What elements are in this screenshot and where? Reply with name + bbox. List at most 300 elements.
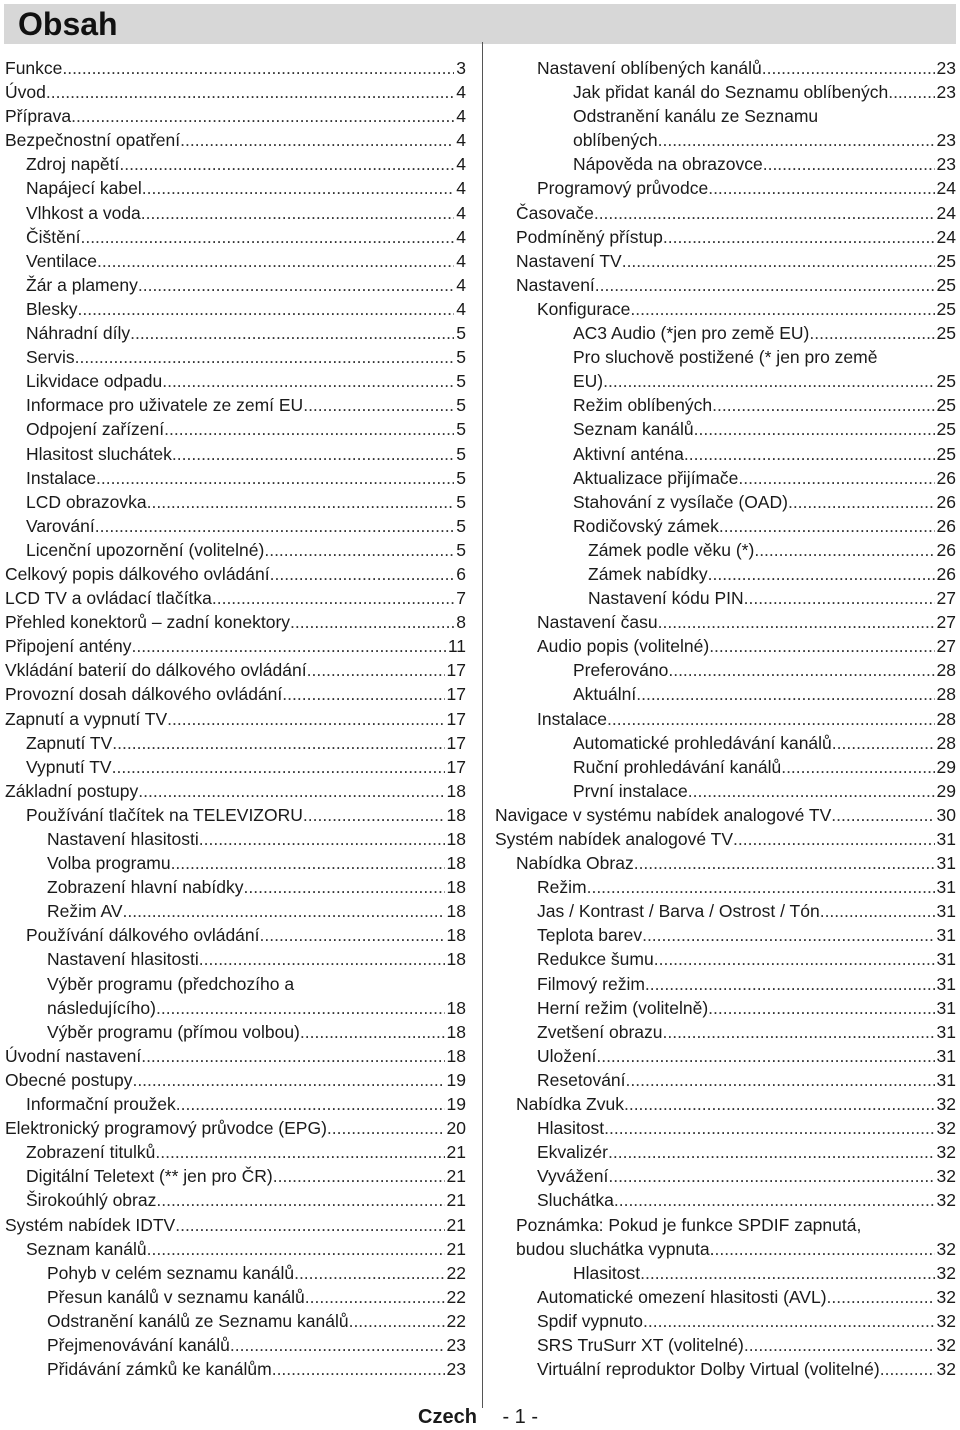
toc-entry[interactable] — [5, 393, 466, 417]
toc-entry[interactable] — [5, 947, 466, 971]
toc-entry[interactable] — [495, 1068, 956, 1092]
toc-entry[interactable] — [5, 56, 466, 80]
toc-entry-title: Automatické prohledávání kanálů — [573, 732, 832, 753]
toc-entry-page: 17 — [446, 684, 466, 705]
toc-entry[interactable] — [495, 538, 956, 562]
toc-entry-page: 26 — [936, 467, 956, 488]
toc-entry[interactable] — [495, 1261, 956, 1285]
toc-entry-page: 25 — [936, 371, 956, 392]
toc-leader-dots — [300, 1020, 445, 1044]
toc-leader-dots — [662, 1020, 934, 1044]
toc-entry[interactable] — [495, 273, 956, 297]
toc-entry-page: 23 — [446, 1334, 466, 1355]
toc-entry[interactable] — [495, 128, 956, 152]
toc-entry-title: následujícího) — [47, 997, 156, 1018]
toc-leader-dots — [634, 851, 935, 875]
toc-entry-title: Audio popis (volitelné) — [537, 636, 710, 657]
toc-entry[interactable] — [5, 875, 466, 899]
toc-leader-dots — [645, 972, 935, 996]
toc-entry-page: 23 — [936, 58, 956, 78]
toc-entry[interactable] — [495, 1140, 956, 1164]
toc-entry[interactable] — [5, 1357, 466, 1381]
toc-entry-title: Režim oblíbených — [573, 395, 713, 416]
toc-entry[interactable] — [495, 707, 956, 731]
toc-entry[interactable] — [5, 1333, 466, 1357]
toc-entry-title: Napájecí kabel — [26, 178, 142, 199]
toc-entry-title: Ventilace — [26, 250, 98, 271]
toc-entry-page: 4 — [456, 202, 466, 223]
toc-entry-title: Odstranění kanálů ze Seznamu kanálů — [47, 1310, 349, 1331]
toc-entry-title: Žár a plameny — [26, 274, 138, 295]
toc-entry[interactable] — [495, 875, 956, 899]
toc-entry-title: Seznam kanálů — [26, 1238, 147, 1259]
toc-entry-page: 4 — [456, 274, 466, 295]
toc-leader-dots — [96, 466, 454, 490]
toc-leader-dots — [668, 658, 934, 682]
toc-entry-title: Programový průvodce — [537, 178, 709, 199]
toc-leader-dots — [684, 442, 935, 466]
toc-entry-page: 23 — [936, 130, 956, 151]
toc-entry-title: Instalace — [26, 467, 97, 488]
toc-entry[interactable] — [5, 634, 466, 658]
toc-entry-page: 18 — [446, 877, 466, 898]
toc-entry-title: Zobrazení titulků — [26, 1142, 156, 1163]
toc-entry-title: Nabídka Obraz — [516, 853, 634, 874]
toc-entry-title: LCD obrazovka — [26, 491, 147, 512]
toc-entry-title: Filmový režim — [537, 973, 645, 994]
toc-entry[interactable] — [495, 1213, 956, 1237]
toc-entry-title: Bezpečnostní opatření — [5, 130, 181, 151]
toc-entry-title: Odstranění kanálu ze Seznamu — [573, 106, 819, 127]
toc-leader-dots — [832, 731, 935, 755]
toc-entry-title: Preferováno — [573, 660, 669, 681]
toc-leader-dots — [594, 201, 935, 225]
toc-entry[interactable] — [495, 947, 956, 971]
toc-entry-title: Nastavení oblíbených kanálů — [537, 58, 762, 78]
toc-entry-title: Jak přidat kanál do Seznamu oblíbených — [573, 82, 889, 103]
toc-entry[interactable] — [495, 321, 956, 345]
toc-entry-title: Nastavení času — [537, 612, 658, 633]
toc-entry[interactable] — [495, 682, 956, 706]
toc-entry[interactable] — [5, 610, 466, 634]
toc-entry-title: První instalace — [573, 780, 688, 801]
toc-entry[interactable] — [495, 345, 956, 369]
toc-entry-page: 32 — [936, 1166, 956, 1187]
toc-entry[interactable] — [5, 249, 466, 273]
toc-entry-page: 17 — [446, 708, 466, 729]
toc-entry-title: Blesky — [26, 298, 78, 319]
toc-entry-title: Nápověda na obrazovce — [573, 154, 763, 175]
toc-entry-page: 26 — [936, 539, 956, 560]
toc-entry-title: Likvidace odpadu — [26, 371, 163, 392]
toc-entry-title: Vkládání baterií do dálkového ovládání — [5, 660, 307, 681]
toc-entry-page: 20 — [446, 1118, 466, 1139]
toc-entry[interactable] — [5, 779, 466, 803]
toc-entry-title: Servis — [26, 347, 75, 368]
toc-entry-page: 31 — [936, 901, 956, 922]
toc-leader-dots — [603, 369, 934, 393]
toc-entry-page: 32 — [936, 1286, 956, 1307]
toc-entry[interactable] — [495, 803, 956, 827]
toc-entry-title: Pro sluchově postižené (* jen pro země — [573, 347, 878, 368]
toc-leader-dots — [719, 514, 935, 538]
toc-entry-title: Redukce šumu — [537, 949, 654, 970]
toc-entry-page: 18 — [446, 1021, 466, 1042]
toc-leader-dots — [809, 321, 934, 345]
toc-entry[interactable] — [495, 1188, 956, 1212]
footer-page-number: - 1 - — [502, 1406, 539, 1428]
toc-leader-dots — [349, 1309, 445, 1333]
toc-entry-title: Zámek podle věku (*) — [588, 539, 755, 560]
toc-entry[interactable] — [5, 1188, 466, 1212]
toc-leader-dots — [162, 369, 454, 393]
toc-leader-dots — [270, 562, 455, 586]
toc-entry[interactable] — [5, 442, 466, 466]
toc-entry[interactable] — [5, 490, 466, 514]
toc-leader-dots — [244, 875, 445, 899]
toc-leader-dots — [264, 538, 454, 562]
toc-entry-page: 24 — [936, 178, 956, 199]
toc-entry-page: 18 — [446, 901, 466, 922]
toc-entry-title: Úvod — [5, 82, 46, 103]
toc-entry[interactable] — [5, 128, 466, 152]
toc-entry[interactable] — [495, 1357, 956, 1381]
toc-leader-dots — [156, 1188, 444, 1212]
toc-entry-title: Seznam kanálů — [573, 419, 694, 440]
toc-entry[interactable] — [495, 996, 956, 1020]
toc-entry-title: Elektronický programový průvodce (EPG) — [5, 1118, 327, 1139]
toc-entry[interactable] — [495, 658, 956, 682]
toc-entry-page: 31 — [936, 1021, 956, 1042]
toc-leader-dots — [172, 442, 454, 466]
toc-entry[interactable] — [495, 634, 956, 658]
toc-entry[interactable] — [5, 369, 466, 393]
toc-right-column — [495, 56, 956, 1381]
toc-entry[interactable] — [495, 731, 956, 755]
toc-entry[interactable] — [5, 104, 466, 128]
toc-entry[interactable] — [495, 755, 956, 779]
toc-entry-title: Systém nabídek IDTV — [5, 1214, 176, 1235]
toc-entry-title: Resetování — [537, 1069, 626, 1090]
toc-leader-dots — [820, 899, 935, 923]
toc-entry-page: 25 — [936, 274, 956, 295]
toc-entry[interactable] — [5, 586, 466, 610]
toc-entry-page: 31 — [936, 949, 956, 970]
toc-entry[interactable] — [5, 514, 466, 538]
toc-entry-page: 31 — [936, 853, 956, 874]
toc-entry[interactable] — [5, 152, 466, 176]
toc-entry-title: Výběr programu (předchozího a — [47, 973, 295, 994]
toc-entry-title: Automatické omezení hlasitosti (AVL) — [537, 1286, 827, 1307]
toc-leader-dots — [176, 1092, 445, 1116]
toc-entry-title: Přejmenovávání kanálů — [47, 1334, 230, 1355]
toc-entry[interactable] — [495, 1237, 956, 1261]
toc-entry-page: 5 — [456, 419, 466, 440]
toc-entry-page: 17 — [446, 732, 466, 753]
toc-entry[interactable] — [495, 1333, 956, 1357]
toc-entry[interactable] — [495, 249, 956, 273]
toc-leader-dots — [155, 1140, 444, 1164]
toc-entry-title: Časovače — [516, 202, 594, 223]
toc-entry[interactable] — [495, 225, 956, 249]
toc-entry[interactable] — [495, 827, 956, 851]
toc-entry-title: Volba programu — [47, 853, 171, 874]
toc-entry[interactable] — [495, 490, 956, 514]
toc-entry-title: Funkce — [5, 58, 63, 78]
toc-entry-page: 5 — [456, 323, 466, 344]
toc-entry[interactable] — [5, 1020, 466, 1044]
toc-entry[interactable] — [5, 851, 466, 875]
toc-entry[interactable] — [495, 851, 956, 875]
toc-entry-title: SRS TruSurr XT (volitelné) — [537, 1334, 744, 1355]
toc-entry[interactable] — [5, 899, 466, 923]
toc-leader-dots — [303, 803, 445, 827]
toc-entry[interactable] — [495, 176, 956, 200]
toc-entry[interactable] — [5, 755, 466, 779]
toc-entry-page: 23 — [446, 1359, 466, 1380]
toc-entry-page: 29 — [936, 756, 956, 777]
toc-entry-title: Příprava — [5, 106, 72, 127]
toc-entry-page: 28 — [936, 708, 956, 729]
toc-entry[interactable] — [5, 658, 466, 682]
toc-entry-page: 32 — [936, 1190, 956, 1211]
toc-entry[interactable] — [5, 273, 466, 297]
toc-entry[interactable] — [495, 1164, 956, 1188]
toc-leader-dots — [95, 514, 455, 538]
toc-entry[interactable] — [5, 1164, 466, 1188]
toc-entry-page: 4 — [456, 154, 466, 175]
toc-entry[interactable] — [495, 104, 956, 128]
toc-entry[interactable] — [5, 1068, 466, 1092]
toc-entry[interactable] — [495, 899, 956, 923]
toc-entry[interactable] — [495, 80, 956, 104]
toc-entry[interactable] — [495, 1044, 956, 1068]
toc-entry-page: 18 — [446, 804, 466, 825]
toc-entry[interactable] — [5, 1092, 466, 1116]
toc-entry-title: Systém nabídek analogové TV — [495, 829, 734, 849]
toc-entry[interactable] — [5, 1213, 466, 1237]
toc-entry[interactable] — [495, 56, 956, 80]
toc-entry-page: 25 — [936, 443, 956, 464]
toc-entry[interactable] — [5, 996, 466, 1020]
toc-entry-page: 27 — [936, 636, 956, 657]
toc-entry-title: Navigace v systému nabídek analogové TV — [495, 804, 832, 825]
toc-entry-page: 18 — [446, 949, 466, 970]
toc-entry[interactable] — [495, 586, 956, 610]
toc-entry[interactable] — [5, 1116, 466, 1140]
page-footer — [418, 1404, 538, 1430]
toc-entry[interactable] — [5, 466, 466, 490]
toc-entry[interactable] — [495, 297, 956, 321]
toc-entry-page: 27 — [936, 612, 956, 633]
toc-entry-title: Nastavení hlasitosti — [47, 829, 199, 849]
toc-entry-page: 6 — [456, 563, 466, 584]
toc-entry[interactable] — [495, 1285, 956, 1309]
toc-entry[interactable] — [5, 923, 466, 947]
toc-entry-title: Čištění — [26, 226, 81, 247]
toc-entry-title: Zdroj napětí — [26, 154, 120, 175]
toc-entry-page: 24 — [936, 202, 956, 223]
toc-entry-page: 31 — [936, 829, 956, 849]
toc-entry-title: Ekvalizér — [537, 1142, 608, 1163]
toc-entry[interactable] — [5, 972, 466, 996]
toc-entry-page: 19 — [446, 1069, 466, 1090]
toc-entry[interactable] — [5, 562, 466, 586]
toc-leader-dots — [712, 393, 934, 417]
toc-entry[interactable] — [495, 1116, 956, 1140]
toc-entry[interactable] — [5, 1285, 466, 1309]
toc-entry[interactable] — [5, 1309, 466, 1333]
toc-entry-title: Nastavení — [516, 274, 595, 295]
toc-entry-title: Přidávání zámků ke kanálům — [47, 1359, 272, 1380]
toc-entry-page: 21 — [446, 1238, 466, 1259]
toc-entry-title: Herní režim (volitelně) — [537, 997, 709, 1018]
toc-entry[interactable] — [5, 1237, 466, 1261]
toc-entry[interactable] — [5, 1261, 466, 1285]
toc-entry-page: 11 — [447, 636, 466, 657]
toc-leader-dots — [708, 562, 935, 586]
toc-entry-title: Virtuální reproduktor Dolby Virtual (volitelné) — [537, 1359, 880, 1380]
toc-entry[interactable] — [5, 707, 466, 731]
toc-entry[interactable] — [495, 201, 956, 225]
toc-entry[interactable] — [5, 345, 466, 369]
toc-entry-title: Konfigurace — [537, 298, 631, 319]
toc-leader-dots — [640, 1261, 934, 1285]
toc-entry[interactable] — [495, 923, 956, 947]
toc-entry-page: 26 — [936, 491, 956, 512]
toc-entry-title: Digitální Teletext (** jen pro ČR) — [26, 1166, 273, 1187]
toc-entry-page: 19 — [446, 1094, 466, 1115]
toc-leader-dots — [607, 707, 934, 731]
toc-leader-dots — [658, 610, 935, 634]
toc-entry[interactable] — [5, 827, 466, 851]
toc-entry-page: 29 — [936, 780, 956, 801]
toc-leader-dots — [199, 947, 445, 971]
toc-leader-dots — [138, 779, 444, 803]
toc-entry-page: 5 — [456, 467, 466, 488]
toc-leader-dots — [762, 56, 935, 80]
toc-leader-dots — [75, 345, 455, 369]
toc-entry[interactable] — [5, 201, 466, 225]
toc-entry-title: Základní postupy — [5, 780, 139, 801]
toc-entry-page: 18 — [446, 997, 466, 1018]
toc-entry[interactable] — [495, 152, 956, 176]
toc-entry[interactable] — [5, 731, 466, 755]
toc-entry-page: 25 — [936, 298, 956, 319]
toc-entry-title: Uložení — [537, 1045, 597, 1066]
toc-leader-dots — [167, 707, 444, 731]
toc-entry-page: 31 — [936, 925, 956, 946]
column-divider — [482, 42, 483, 1408]
toc-entry-title: Provozní dosah dálkového ovládání — [5, 684, 283, 705]
toc-leader-dots — [147, 1237, 445, 1261]
toc-entry-page: 4 — [456, 130, 466, 151]
toc-entry-page: 32 — [936, 1238, 956, 1259]
toc-leader-dots — [273, 1164, 445, 1188]
toc-leader-dots — [71, 104, 454, 128]
toc-leader-dots — [831, 803, 934, 827]
toc-entry-title: Poznámka: Pokud je funkce SPDIF zapnutá, — [516, 1214, 862, 1235]
toc-entry-title: Nastavení TV — [516, 250, 622, 271]
toc-leader-dots — [608, 1164, 934, 1188]
toc-leader-dots — [587, 875, 935, 899]
toc-entry[interactable] — [5, 176, 466, 200]
toc-entry[interactable] — [495, 393, 956, 417]
toc-entry-page: 26 — [936, 563, 956, 584]
toc-entry[interactable] — [495, 1092, 956, 1116]
toc-entry-page: 26 — [936, 515, 956, 536]
toc-entry-title: Odpojení zařízení — [26, 419, 165, 440]
toc-entry[interactable] — [495, 562, 956, 586]
toc-entry-page: 23 — [936, 154, 956, 175]
toc-entry-page: 18 — [446, 1045, 466, 1066]
toc-leader-dots — [290, 610, 454, 634]
toc-entry[interactable] — [495, 779, 956, 803]
toc-leader-dots — [305, 1285, 445, 1309]
toc-entry-title: Informační proužek — [26, 1094, 176, 1115]
toc-entry[interactable] — [5, 225, 466, 249]
page-title: Obsah — [18, 6, 118, 42]
toc-entry[interactable] — [5, 297, 466, 321]
toc-entry[interactable] — [5, 321, 466, 345]
toc-entry-title: Aktualizace přijímače — [573, 467, 739, 488]
toc-entry-title: Hlasitost sluchátek — [26, 443, 172, 464]
toc-entry[interactable] — [495, 1020, 956, 1044]
toc-entry[interactable] — [5, 1140, 466, 1164]
toc-entry[interactable] — [495, 610, 956, 634]
toc-entry-page: 31 — [936, 1069, 956, 1090]
toc-entry[interactable] — [495, 514, 956, 538]
toc-entry[interactable] — [5, 80, 466, 104]
toc-entry-page: 28 — [936, 660, 956, 681]
toc-entry[interactable] — [5, 682, 466, 706]
toc-leader-dots — [827, 1285, 935, 1309]
toc-entry-page: 5 — [456, 539, 466, 560]
toc-entry-title: Vyvážení — [537, 1166, 609, 1187]
toc-entry[interactable] — [495, 466, 956, 490]
toc-leader-dots — [307, 658, 445, 682]
toc-leader-dots — [643, 1309, 934, 1333]
toc-entry-title: Připojení antény — [5, 636, 132, 657]
toc-leader-dots — [78, 297, 455, 321]
toc-leader-dots — [608, 1140, 935, 1164]
toc-entry[interactable] — [5, 417, 466, 441]
toc-leader-dots — [112, 731, 444, 755]
toc-entry-title: Zobrazení hlavní nabídky — [47, 877, 244, 898]
toc-leader-dots — [131, 634, 445, 658]
toc-entry-title: Vlhkost a voda — [26, 202, 141, 223]
toc-leader-dots — [303, 393, 454, 417]
toc-entry-page: 32 — [936, 1142, 956, 1163]
toc-leader-dots — [596, 1044, 934, 1068]
toc-leader-dots — [708, 996, 934, 1020]
toc-entry[interactable] — [495, 442, 956, 466]
toc-entry-page: 28 — [936, 732, 956, 753]
toc-entry[interactable] — [5, 538, 466, 562]
toc-entry[interactable] — [495, 417, 956, 441]
toc-entry[interactable] — [495, 369, 956, 393]
toc-entry[interactable] — [495, 1309, 956, 1333]
toc-entry-title: Výběr programu (přímou volbou) — [47, 1021, 300, 1042]
toc-leader-dots — [260, 923, 445, 947]
toc-entry[interactable] — [5, 803, 466, 827]
toc-entry-title: Aktivní anténa — [573, 443, 684, 464]
toc-leader-dots — [708, 176, 934, 200]
toc-entry[interactable] — [495, 972, 956, 996]
toc-leader-dots — [754, 538, 934, 562]
toc-entry[interactable] — [5, 1044, 466, 1068]
toc-leader-dots — [636, 682, 934, 706]
